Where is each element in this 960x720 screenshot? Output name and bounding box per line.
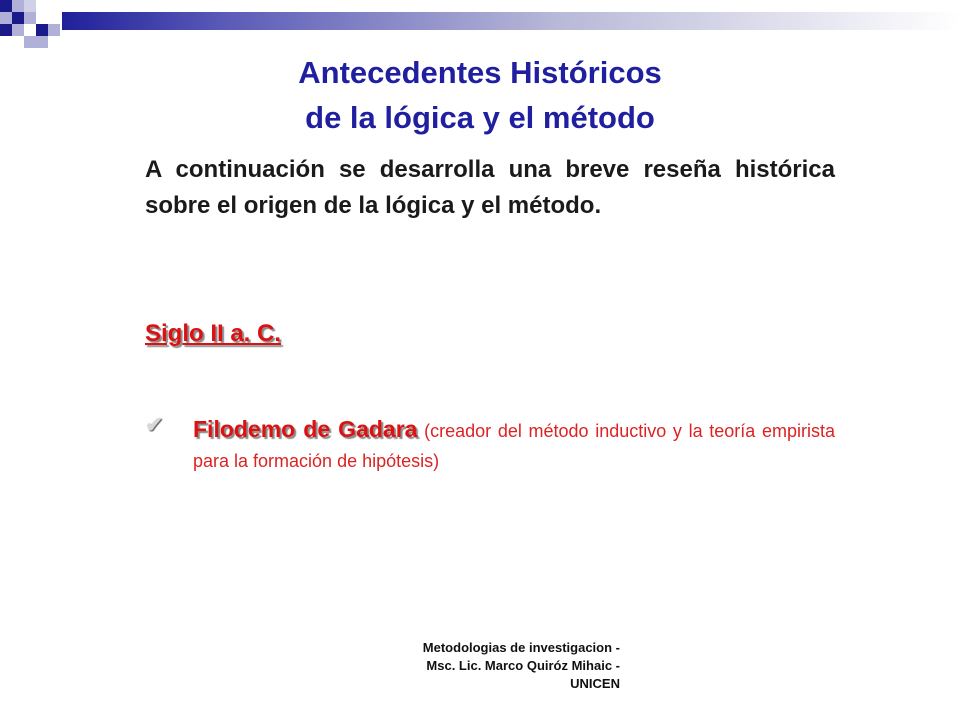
footer-credit — [320, 639, 620, 693]
corner-square — [24, 0, 36, 12]
section-heading: Siglo II a. C. — [145, 320, 282, 347]
slide-title-line1: Antecedentes Históricos — [298, 55, 662, 90]
corner-square — [36, 24, 48, 36]
corner-square — [24, 36, 36, 48]
corner-square — [0, 0, 12, 12]
slide-title-line2: de la lógica y el método — [305, 100, 655, 135]
bullet-item — [193, 414, 835, 476]
bullet-name: Filodemo de Gadara — [193, 416, 418, 442]
corner-square — [12, 0, 24, 12]
footer-line1: Metodologias de investigacion - — [422, 640, 620, 655]
header-gradient-bar — [62, 12, 960, 30]
corner-square — [0, 12, 12, 24]
corner-square — [12, 24, 24, 36]
checkmark-icon: ✔ — [145, 412, 164, 437]
corner-square — [24, 12, 36, 24]
bullet-description: (creador del método inductivo y la teoría empirista para la formación de hipótesis) — [193, 421, 835, 471]
corner-square — [36, 36, 48, 48]
corner-square — [48, 24, 60, 36]
corner-square — [12, 12, 24, 24]
intro-paragraph: A continuación se desarrolla una breve reseña histórica sobre el origen de la lógica y el método. — [145, 156, 835, 219]
corner-square — [0, 24, 12, 36]
corner-decoration — [0, 0, 80, 60]
footer-line3: UNICEN — [570, 676, 620, 691]
footer-line2: Msc. Lic. Marco Quiróz Mihaic - — [426, 658, 620, 673]
